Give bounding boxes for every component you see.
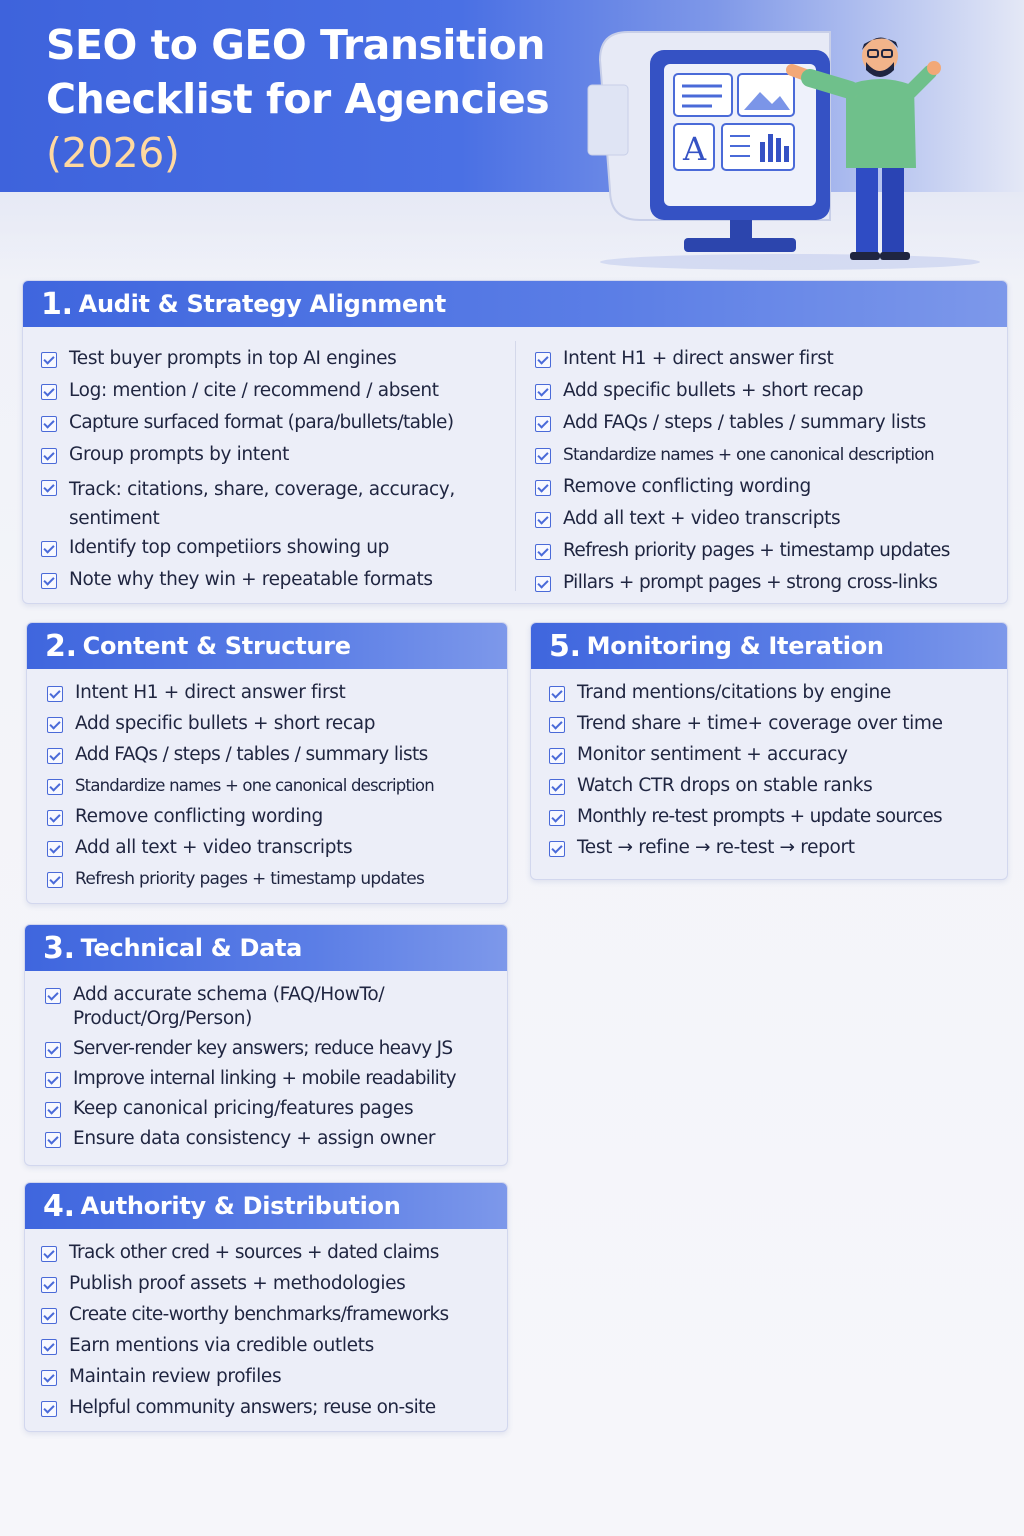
checklist-item[interactable]: Server-render key answers; reduce heavy JS [45, 1037, 507, 1067]
checklist-item[interactable]: Refresh priority pages + timestamp updates [47, 867, 507, 898]
checkbox-icon[interactable] [535, 576, 551, 592]
checklist-item[interactable]: Maintain review profiles [41, 1365, 507, 1396]
checkbox-icon[interactable] [45, 988, 61, 1004]
checkbox-icon[interactable] [41, 480, 57, 496]
page-title [46, 18, 606, 180]
checkbox-icon[interactable] [47, 872, 63, 888]
monitor-person-illustration [580, 20, 980, 270]
checkbox-icon[interactable] [47, 686, 63, 702]
section-header [25, 925, 507, 971]
checklist-item[interactable]: Capture surfaced format (para/bullets/table) [41, 411, 511, 443]
checklist [27, 669, 507, 898]
checkbox-icon[interactable] [41, 541, 57, 557]
checklist [25, 971, 507, 1157]
checkbox-icon[interactable] [549, 748, 565, 764]
checklist-item[interactable]: Track: citations, share, coverage, accuracy, sentiment [41, 475, 511, 536]
checklist-item[interactable]: Publish proof assets + methodologies [41, 1272, 507, 1303]
checklist-item[interactable]: Refresh priority pages + timestamp updates [535, 539, 1005, 571]
checklist-item[interactable]: Log: mention / cite / recommend / absent [41, 379, 511, 411]
section-number: 2. [45, 628, 77, 664]
section-header [531, 623, 1007, 669]
section-number: 3. [43, 930, 75, 966]
checkbox-icon[interactable] [535, 480, 551, 496]
checklist-item[interactable]: Add accurate schema (FAQ/HowTo/ Product/Org/Person) [45, 983, 507, 1037]
checkbox-icon[interactable] [47, 779, 63, 795]
checklist-item[interactable]: Track other cred + sources + dated claims [41, 1241, 507, 1272]
checkbox-icon[interactable] [535, 544, 551, 560]
checklist-item[interactable]: Add FAQs / steps / tables / summary lists [535, 411, 1005, 443]
section-technical-data [24, 924, 508, 1166]
checklist-item[interactable]: Test → refine → re-test → report [549, 836, 1007, 867]
checkbox-icon[interactable] [535, 416, 551, 432]
checkbox-icon[interactable] [41, 448, 57, 464]
checkbox-icon[interactable] [45, 1042, 61, 1058]
checklist-item[interactable]: Add all text + video transcripts [535, 507, 1005, 539]
checkbox-icon[interactable] [41, 573, 57, 589]
checklist [25, 1229, 507, 1427]
checklist-item[interactable]: Identify top competiiors showing up [41, 536, 511, 568]
checkbox-icon[interactable] [45, 1072, 61, 1088]
checklist-item[interactable]: Add FAQs / steps / tables / summary lists [47, 743, 507, 774]
section-header [23, 281, 1007, 327]
checklist-item[interactable]: Trand mentions/citations by engine [549, 681, 1007, 712]
checklist-item[interactable]: Create cite-worthy benchmarks/frameworks [41, 1303, 507, 1334]
checkbox-icon[interactable] [549, 779, 565, 795]
checkbox-icon[interactable] [41, 1308, 57, 1324]
section-title: Technical & Data [80, 934, 303, 962]
checkbox-icon[interactable] [549, 841, 565, 857]
section-number: 4. [43, 1188, 75, 1224]
section-header [27, 623, 507, 669]
checkbox-icon[interactable] [535, 448, 551, 464]
checklist-item[interactable]: Pillars + prompt pages + strong cross-links [535, 571, 1005, 603]
checkbox-icon[interactable] [41, 416, 57, 432]
checklist-item[interactable]: Watch CTR drops on stable ranks [549, 774, 1007, 805]
title-year: (2026) [46, 129, 180, 177]
checklist-item[interactable]: Helpful community answers; reuse on-site [41, 1396, 507, 1427]
checklist [531, 669, 1007, 867]
checkbox-icon[interactable] [45, 1102, 61, 1118]
checklist-item[interactable]: Remove conflicting wording [47, 805, 507, 836]
checklist-item[interactable]: Monitor sentiment + accuracy [549, 743, 1007, 774]
section-audit-strategy [22, 280, 1008, 604]
checklist-item[interactable]: Trend share + time+ coverage over time [549, 712, 1007, 743]
section-number: 1. [41, 286, 73, 322]
checkbox-icon[interactable] [549, 717, 565, 733]
section-title: Authority & Distribution [80, 1192, 401, 1220]
title-line-2: Checklist for Agencies [46, 75, 550, 123]
section-authority-distribution [24, 1182, 508, 1432]
checklist-item[interactable]: Intent H1 + direct answer first [535, 347, 1005, 379]
checklist-item[interactable]: Keep canonical pricing/features pages [45, 1097, 507, 1127]
checkbox-icon[interactable] [45, 1132, 61, 1148]
checklist-item[interactable]: Group prompts by intent [41, 443, 511, 475]
checkbox-icon[interactable] [41, 1370, 57, 1386]
checklist-item[interactable]: Standardize names + one canonical description [47, 774, 507, 805]
checklist-item[interactable]: Ensure data consistency + assign owner [45, 1127, 507, 1157]
checklist-item[interactable]: Remove conflicting wording [535, 475, 1005, 507]
checkbox-icon[interactable] [47, 810, 63, 826]
checkbox-icon[interactable] [47, 841, 63, 857]
checkbox-icon[interactable] [549, 810, 565, 826]
checklist-item[interactable]: Standardize names + one canonical description [535, 443, 1005, 475]
checkbox-icon[interactable] [47, 717, 63, 733]
checklist-left [41, 335, 511, 600]
checklist-item[interactable]: Add specific bullets + short recap [47, 712, 507, 743]
section-header [25, 1183, 507, 1229]
checkbox-icon[interactable] [41, 1246, 57, 1262]
section-content-structure [26, 622, 508, 904]
checkbox-icon[interactable] [535, 384, 551, 400]
checklist-item[interactable]: Earn mentions via credible outlets [41, 1334, 507, 1365]
checkbox-icon[interactable] [535, 512, 551, 528]
checklist-item[interactable]: Intent H1 + direct answer first [47, 681, 507, 712]
checklist-right [535, 335, 1005, 603]
checklist-item[interactable]: Improve internal linking + mobile readability [45, 1067, 507, 1097]
checkbox-icon[interactable] [41, 1339, 57, 1355]
checkbox-icon[interactable] [41, 1277, 57, 1293]
section-title: Monitoring & Iteration [586, 632, 884, 660]
section-title: Audit & Strategy Alignment [78, 290, 446, 318]
checkbox-icon[interactable] [41, 384, 57, 400]
checklist-item[interactable]: Add all text + video transcripts [47, 836, 507, 867]
editor-letter-icon: A [683, 130, 707, 168]
checkbox-icon[interactable] [549, 686, 565, 702]
checklist-item[interactable]: Test buyer prompts in top AI engines [41, 347, 511, 379]
title-line-1: SEO to GEO Transition [46, 21, 545, 69]
column-divider [515, 341, 516, 591]
checklist-item[interactable]: Add specific bullets + short recap [535, 379, 1005, 411]
section-number: 5. [549, 628, 581, 664]
checklist-item[interactable]: Note why they win + repeatable formats [41, 568, 511, 600]
checklist-item[interactable]: Monthly re-test prompts + update sources [549, 805, 1007, 836]
section-monitoring-iteration [530, 622, 1008, 880]
section-title: Content & Structure [82, 632, 351, 660]
checkbox-icon[interactable] [535, 352, 551, 368]
checkbox-icon[interactable] [47, 748, 63, 764]
checkbox-icon[interactable] [41, 1401, 57, 1417]
checkbox-icon[interactable] [41, 352, 57, 368]
